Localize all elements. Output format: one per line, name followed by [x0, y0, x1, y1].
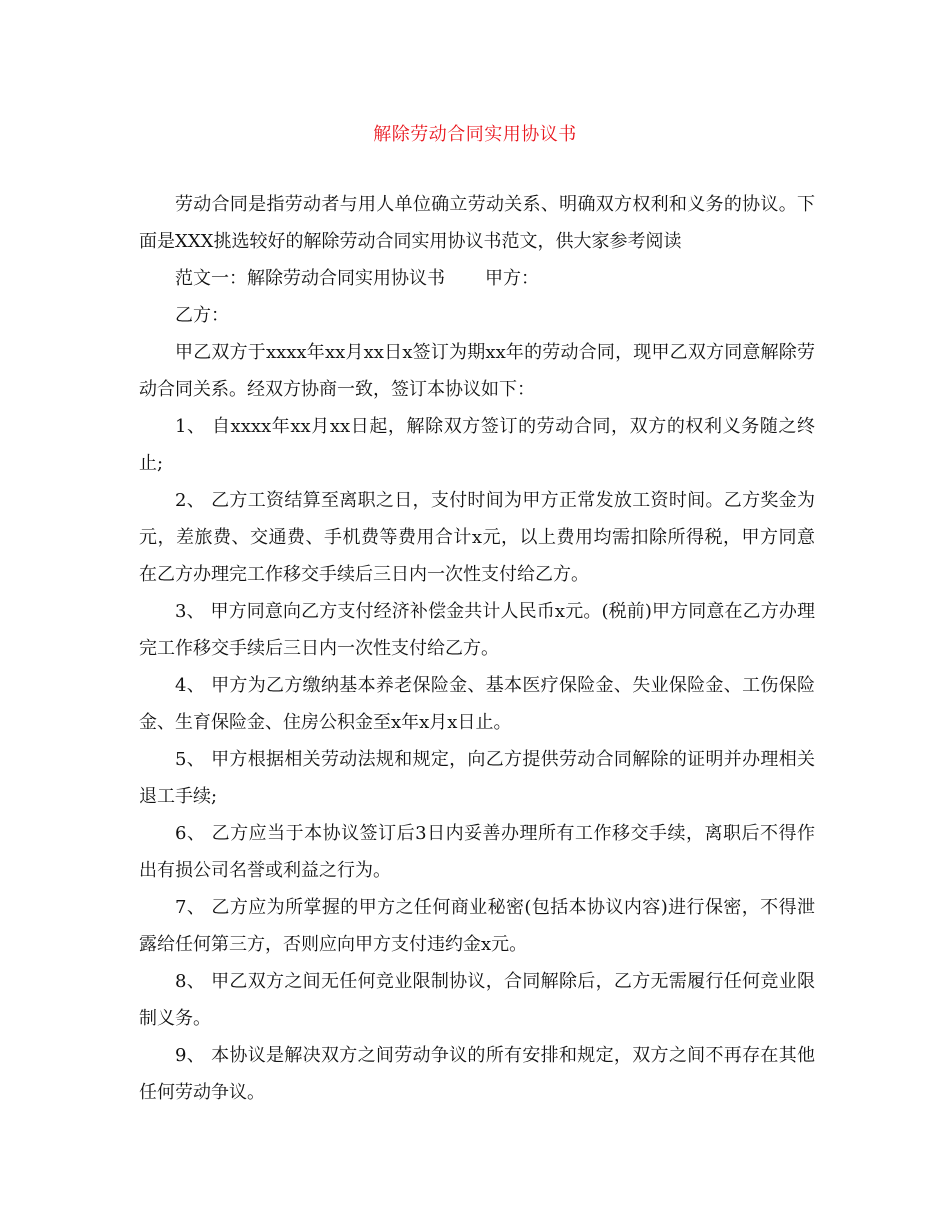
clause-9: 9、 本协议是解决双方之间劳动争议的所有安排和规定，双方之间不再存在其他任何劳动争议。 — [139, 1045, 815, 1103]
sample-label: 范文一：解除劳动合同实用协议书 — [175, 268, 445, 289]
clause-1: 1、 自xxxx年xx月xx日起，解除双方签订的劳动合同，双方的权利义务随之终止; — [139, 416, 815, 474]
clause-2: 2、 乙方工资结算至离职之日，支付时间为甲方正常发放工资时间。乙方奖金为元，差旅费、交通费、手机费等费用合计x元，以上费用均需扣除所得税，甲方同意在乙方办理完工作移交手续后三日内一次性支付给乙方。 — [139, 490, 815, 585]
intro-paragraph: 劳动合同是指劳动者与用人单位确立劳动关系、明确双方权利和义务的协议。下面是XXX挑选较好的解除劳动合同实用协议书范文，供大家参考阅读 — [139, 194, 815, 252]
document-body — [139, 186, 815, 1111]
sample-heading-line — [139, 260, 815, 297]
clause-4: 4、 甲方为乙方缴纳基本养老保险金、基本医疗保险金、失业保险金、工伤保险金、生育保险金、住房公积金至x年x月x日止。 — [139, 675, 815, 733]
clause-8: 8、 甲乙双方之间无任何竞业限制协议，合同解除后，乙方无需履行任何竞业限制义务。 — [139, 971, 815, 1029]
party-a-label: 甲方： — [485, 268, 539, 289]
document-title: 解除劳动合同实用协议书 — [373, 124, 577, 145]
clause-3: 3、 甲方同意向乙方支付经济补偿金共计人民币x元。(税前)甲方同意在乙方办理完工作移交手续后三日内一次性支付给乙方。 — [139, 601, 815, 659]
clause-5: 5、 甲方根据相关劳动法规和规定，向乙方提供劳动合同解除的证明并办理相关退工手续; — [139, 749, 815, 807]
preamble-paragraph: 甲乙双方于xxxx年xx月xx日x签订为期xx年的劳动合同，现甲乙双方同意解除劳动合同关系。经双方协商一致，签订本协议如下： — [139, 342, 815, 400]
clause-7: 7、 乙方应为所掌握的甲方之任何商业秘密(包括本协议内容)进行保密，不得泄露给任何第三方，否则应向甲方支付违约金x元。 — [139, 897, 815, 955]
clause-6: 6、 乙方应当于本协议签订后3日内妥善办理所有工作移交手续，离职后不得作出有损公司名誉或利益之行为。 — [139, 823, 815, 881]
party-b-label: 乙方： — [175, 305, 229, 326]
